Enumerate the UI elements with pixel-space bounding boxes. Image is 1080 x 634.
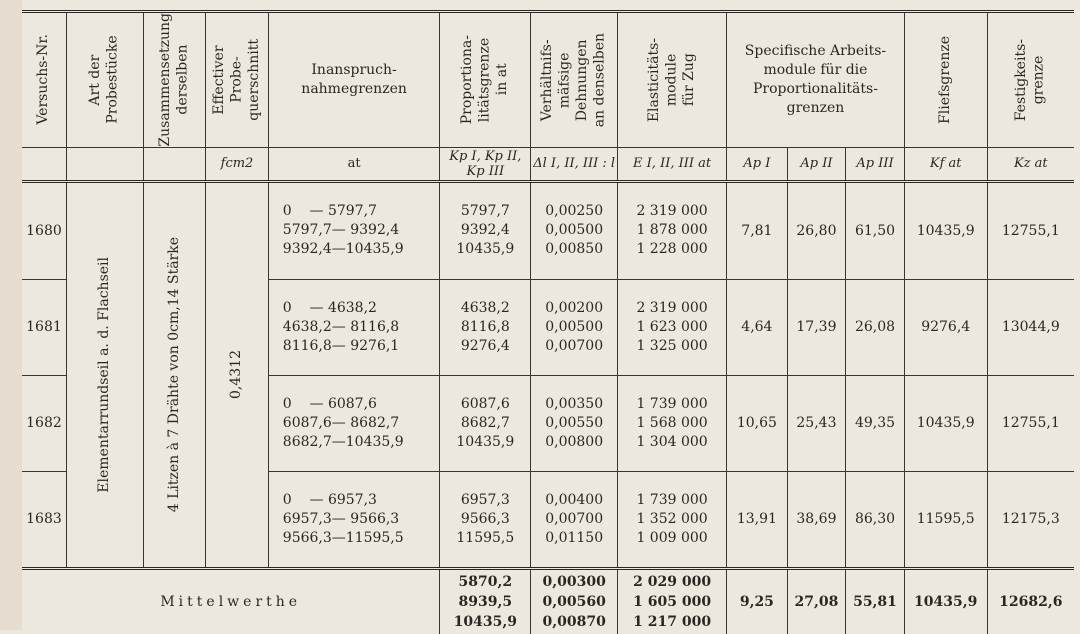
unit-eff: fcm2 (206, 147, 269, 181)
unit-inan: at (268, 147, 440, 181)
elast-line: 1 228 000 (636, 241, 708, 258)
unit-elast: E I, II, III at (618, 147, 727, 181)
eff-text: 0,4312 (228, 350, 245, 400)
unit-art (66, 147, 143, 181)
prop-line: 11595,5 (456, 529, 515, 546)
unit-a3: Ap III (846, 147, 905, 181)
elast-line: 2 319 000 (636, 203, 708, 220)
unit-a2: Ap II (787, 147, 846, 181)
art-text: Elementarrundseil a. d. Flachseil (96, 256, 113, 493)
cell-art (66, 181, 143, 568)
mean-prop-line: 10435,9 (453, 613, 517, 630)
col-header-fliess (904, 12, 987, 148)
mean-prop-line: 5870,2 (458, 573, 513, 590)
verh-line: 0,00700 (545, 510, 604, 527)
mean-fest: 12682,6 (987, 568, 1074, 634)
cell-ranges (268, 181, 440, 279)
range-line: 0 — 4638,2 (282, 299, 377, 316)
header-verh-4: an denselben (591, 32, 608, 127)
unit-a1: Ap I (727, 147, 788, 181)
prop-line: 4638,2 (460, 299, 510, 316)
header-inan-1: Inanspruch- (311, 61, 397, 78)
header-verh-3: Dehnungen (574, 38, 591, 121)
cell-prop (440, 471, 531, 568)
verh-line: 0,00550 (545, 414, 604, 431)
cell-elast (618, 471, 727, 568)
header-arb-1: Specifische Arbeits- (744, 43, 887, 60)
cell-eff (206, 181, 269, 568)
cell-ranges (268, 375, 440, 471)
unit-verh: Δl I, II, III : l (531, 147, 618, 181)
cell-elast (618, 375, 727, 471)
test-results-table (22, 10, 1074, 634)
elast-line: 2 319 000 (636, 299, 708, 316)
header-fest-1: Festigkeits- (1013, 38, 1030, 121)
verh-line: 0,00500 (545, 222, 604, 239)
col-header-arbeit (727, 12, 905, 148)
col-header-zus (143, 12, 206, 148)
elast-line: 1 304 000 (636, 433, 708, 450)
header-verh-1: Verhältnifs- (539, 38, 556, 121)
col-header-inan (268, 12, 440, 148)
cell-fliess: 10435,9 (904, 375, 987, 471)
cell-a2: 25,43 (787, 375, 846, 471)
verh-line: 0,00500 (545, 318, 604, 335)
mean-row (22, 568, 1074, 634)
cell-verh (531, 279, 618, 375)
cell-nr: 1682 (22, 375, 66, 471)
cell-nr: 1681 (22, 279, 66, 375)
mean-verh-line: 0,00300 (542, 573, 606, 590)
verh-line: 0,01150 (545, 529, 604, 546)
mean-label: Mittelwerthe (22, 568, 440, 634)
verh-line: 0,00350 (545, 395, 604, 412)
mean-prop-line: 8939,5 (458, 593, 513, 610)
cell-a2: 17,39 (787, 279, 846, 375)
prop-line: 10435,9 (456, 241, 515, 258)
verh-line: 0,00850 (545, 241, 604, 258)
header-art-text: Art der Probestücke (87, 35, 121, 124)
col-header-prop (440, 12, 531, 148)
page-margin (0, 0, 22, 630)
range-line: 6087,6— 8682,7 (282, 414, 400, 431)
elast-line: 1 739 000 (636, 491, 708, 508)
units-row (22, 147, 1074, 181)
range-line: 0 — 6957,3 (282, 491, 377, 508)
unit-fliess: Kf at (904, 147, 987, 181)
cell-prop (440, 181, 531, 279)
header-eff-3: querschnitt (245, 38, 262, 121)
prop-line: 9566,3 (460, 510, 510, 527)
verh-line: 0,00400 (545, 491, 604, 508)
cell-fliess: 9276,4 (904, 279, 987, 375)
elast-line: 1 568 000 (636, 414, 708, 431)
header-fest-2: grenze (1030, 55, 1047, 105)
header-verh-2: mäfsige (556, 51, 573, 108)
elast-line: 1 325 000 (636, 337, 708, 354)
range-line: 6957,3— 9566,3 (282, 510, 400, 527)
header-fliess-text: Fliefsgrenze (936, 35, 953, 124)
cell-a1: 10,65 (727, 375, 788, 471)
verh-line: 0,00250 (545, 203, 604, 220)
header-eff-2: Probe- (228, 56, 245, 104)
mean-elast-line: 2 029 000 (633, 573, 712, 590)
cell-a3: 86,30 (846, 471, 905, 568)
verh-line: 0,00200 (545, 299, 604, 316)
cell-prop (440, 375, 531, 471)
prop-line: 6087,6 (460, 395, 510, 412)
mean-prop (440, 568, 531, 634)
header-arb-3: Proportionalitäts- (752, 80, 878, 97)
prop-line: 9276,4 (460, 337, 510, 354)
prop-line: 8116,8 (460, 318, 510, 335)
unit-prop: Kp I, Kp II, Kp III (440, 147, 531, 181)
cell-fliess: 10435,9 (904, 181, 987, 279)
cell-a3: 26,08 (846, 279, 905, 375)
mean-verh-line: 0,00870 (542, 613, 606, 630)
header-elast-3: für Zug (680, 53, 697, 107)
header-zus-1: Zusammensetzung (156, 13, 173, 147)
mean-a3: 55,81 (846, 568, 905, 634)
mean-verh-line: 0,00560 (542, 593, 606, 610)
prop-line: 6957,3 (460, 491, 510, 508)
cell-a1: 4,64 (727, 279, 788, 375)
elast-line: 1 623 000 (636, 318, 708, 335)
elast-line: 1 739 000 (636, 395, 708, 412)
mean-elast-line: 1 605 000 (633, 593, 712, 610)
range-line: 8682,7—10435,9 (282, 433, 404, 450)
unit-zus (143, 147, 206, 181)
range-line: 0 — 5797,7 (282, 203, 377, 220)
mean-a1: 9,25 (727, 568, 788, 634)
mean-verh (531, 568, 618, 634)
col-header-elast (618, 12, 727, 148)
cell-nr: 1683 (22, 471, 66, 568)
cell-a3: 61,50 (846, 181, 905, 279)
header-prop-3: in at (494, 63, 511, 96)
mean-elast-line: 1 217 000 (633, 613, 712, 630)
mean-a2: 27,08 (787, 568, 846, 634)
cell-elast (618, 279, 727, 375)
cell-zus (143, 181, 206, 568)
zus-text: 4 Litzen à 7 Drähte von 0cm,14 Stärke (165, 236, 182, 513)
range-line: 9392,4—10435,9 (282, 241, 404, 258)
cell-nr: 1680 (26, 222, 62, 239)
elast-line: 1 352 000 (636, 510, 708, 527)
elast-line: 1 878 000 (636, 222, 708, 239)
cell-fest: 12755,1 (987, 375, 1074, 471)
range-line: 0 — 6087,6 (282, 395, 377, 412)
cell-verh (531, 375, 618, 471)
header-arb-4: grenzen (786, 99, 845, 116)
prop-line: 5797,7 (460, 203, 510, 220)
prop-line: 8682,7 (460, 414, 510, 431)
range-line: 9566,3—11595,5 (282, 529, 404, 546)
table-row (22, 181, 1074, 279)
col-header-eff (206, 12, 269, 148)
header-nr-text: Versuchs-Nr. (35, 34, 52, 126)
cell-a2: 38,69 (787, 471, 846, 568)
col-header-nr (22, 12, 66, 148)
cell-fest: 12755,1 (987, 181, 1074, 279)
unit-fest: Kz at (987, 147, 1074, 181)
header-eff-1: Effectiver (210, 45, 227, 115)
mean-fliess: 10435,9 (904, 568, 987, 634)
cell-verh (531, 181, 618, 279)
cell-fest: 13044,9 (987, 279, 1074, 375)
cell-fest: 12175,3 (987, 471, 1074, 568)
header-prop-1: Proportiona- (459, 35, 476, 125)
range-line: 8116,8— 9276,1 (282, 337, 400, 354)
header-elast-2: module (663, 53, 680, 107)
range-line: 5797,7— 9392,4 (282, 222, 400, 239)
cell-verh (531, 471, 618, 568)
verh-line: 0,00800 (545, 433, 604, 450)
header-arb-2: module für die (763, 61, 868, 78)
cell-a3: 49,35 (846, 375, 905, 471)
elast-line: 1 009 000 (636, 529, 708, 546)
col-header-fest (987, 12, 1074, 148)
header-prop-2: litätsgrenze (476, 37, 493, 122)
cell-fliess: 11595,5 (904, 471, 987, 568)
cell-a1: 13,91 (727, 471, 788, 568)
header-row (22, 12, 1074, 148)
cell-a1: 7,81 (727, 181, 788, 279)
prop-line: 9392,4 (460, 222, 510, 239)
cell-ranges (268, 279, 440, 375)
header-zus-2: derselben (174, 44, 191, 115)
verh-line: 0,00700 (545, 337, 604, 354)
range-line: 4638,2— 8116,8 (282, 318, 400, 335)
cell-ranges (268, 471, 440, 568)
cell-a2: 26,80 (787, 181, 846, 279)
prop-line: 10435,9 (456, 433, 515, 450)
header-elast-1: Elasticitäts- (645, 37, 662, 122)
mean-elast (618, 568, 727, 634)
col-header-verh (531, 12, 618, 148)
cell-elast (618, 181, 727, 279)
header-inan-2: nahmegrenzen (301, 80, 407, 97)
unit-nr (22, 147, 66, 181)
col-header-art (66, 12, 143, 148)
cell-prop (440, 279, 531, 375)
